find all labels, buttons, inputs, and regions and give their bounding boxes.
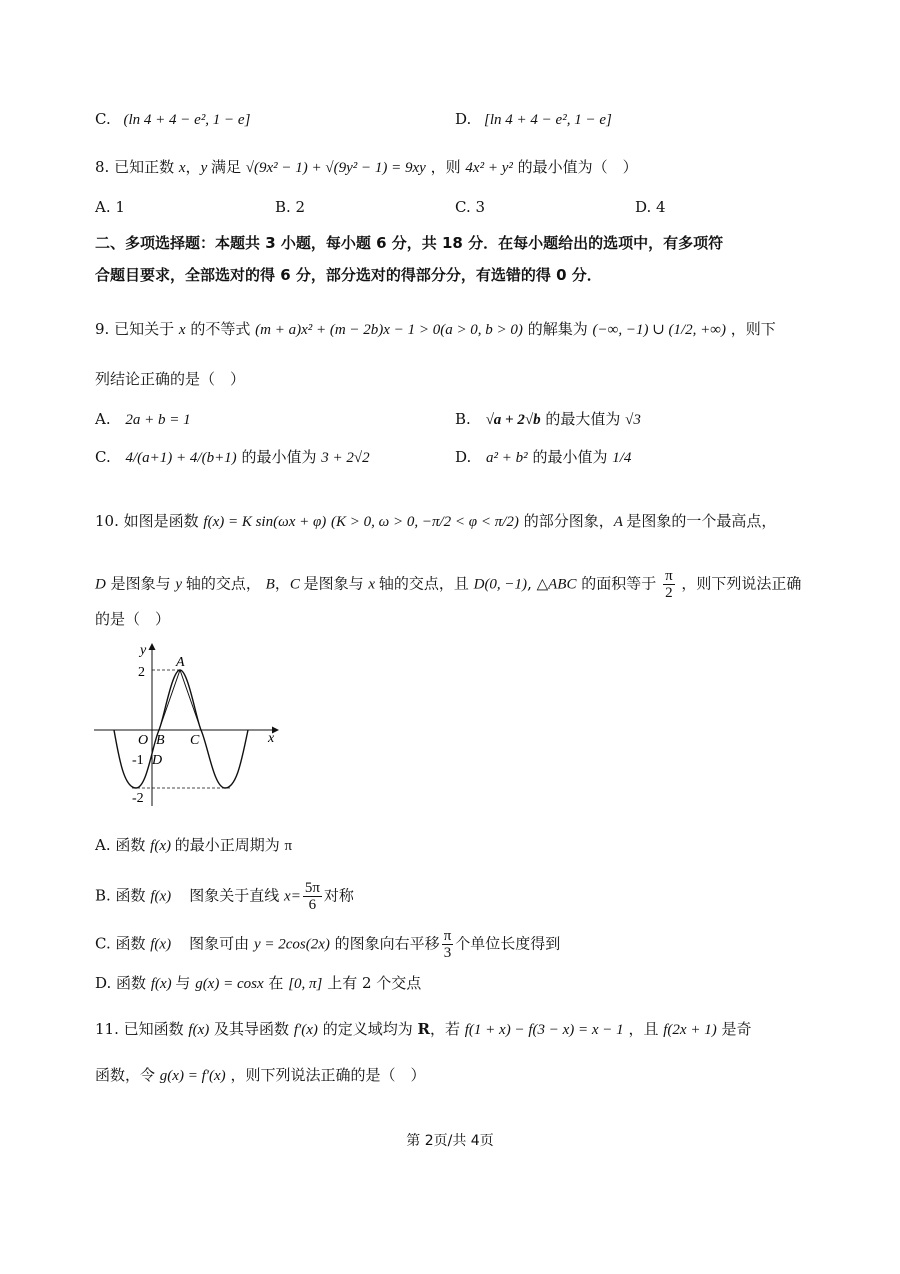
- graph-y-label: y: [140, 643, 147, 658]
- q8-equation: √(9x² − 1) + √(9y² − 1) = 9xy: [245, 160, 426, 176]
- graph-label-b: B: [156, 733, 165, 748]
- q8-option-c: C. 3: [455, 198, 486, 216]
- graph-tick-minus-2: -2: [132, 791, 144, 806]
- q11-stem-line-2: 函数，令 g(x) = f′(x) ，则下列说法正确的是（ ）: [95, 1066, 426, 1084]
- graph-x-label: x: [268, 731, 275, 746]
- q9-option-b: B. √a + 2√b 的最大值为 √3: [455, 410, 641, 428]
- q8-option-b: B. 2: [275, 198, 306, 216]
- q7-option-d: D. [ln 4 + 4 − e², 1 − e]: [455, 110, 612, 128]
- q9-option-d: D. a² + b² 的最小值为 1/4: [455, 448, 632, 466]
- graph-label-d: D: [152, 753, 163, 768]
- q10-option-a: A. 函数 f(x) 的最小正周期为 π: [95, 836, 293, 854]
- q10-option-b: B. 函数 f(x) 图象关于直线 x= $\frac{5\pi}{6}$ 对称: [95, 880, 354, 913]
- q10-sine-graph: [92, 640, 292, 810]
- q10-stem: 10. 如图是函数 f(x) = K sin(ωx + φ) (K > 0, ω > 0, −π/2 < φ < π/2) 的部分图象，A 是图象的一个最高点，: [95, 512, 777, 530]
- q10-function: f(x) = K sin(ωx + φ): [203, 514, 327, 530]
- q9-solution-set: (−∞, −1) ∪ (1/2, +∞): [592, 322, 726, 338]
- q10-option-d: D. 函数 f(x) 与 g(x) = cosx 在 [0, π] 上有 2 个交点: [95, 974, 422, 992]
- q7-option-d-expr: [ln 4 + 4 − e², 1 − e]: [484, 112, 612, 128]
- q7-option-c-expr: (ln 4 + 4 − e², 1 − e]: [123, 112, 251, 128]
- graph-label-c: C: [190, 733, 200, 748]
- q10-stem-line-2: D 是图象与 y 轴的交点， B，C 是图象与 x 轴的交点，且 D(0, −1), △ABC 的面积等于 $\frac{\pi}{2}$ ，则下列说法正确: [95, 568, 802, 601]
- q10-area-fraction: $\frac{\pi}{2}$: [665, 568, 673, 601]
- q10-option-b-fraction: $\frac{5\pi}{6}$: [304, 880, 320, 913]
- q10-stem-line-3: 的是（ ）: [95, 610, 171, 628]
- q10-option-c: C. 函数 f(x) 图象可由 y = 2cos(2x) 的图象向右平移 $\frac{\pi}{3}$ 个单位长度得到: [95, 928, 561, 961]
- q9-inequality: (m + a)x² + (m − 2b)x − 1 > 0(a > 0, b > 0): [255, 322, 523, 338]
- section-2-title-line-2: 合题目要求，全部选对的得 6 分，部分选对的得部分分，有选错的得 0 分．: [95, 266, 602, 284]
- sine-curve: [114, 670, 248, 788]
- q8-stem: 8. 已知正数 x，y 满足 √(9x² − 1) + √(9y² − 1) = 9xy ，则 4x² + y² 的最小值为（ ）: [95, 158, 638, 176]
- q7-option-c: C. (ln 4 + 4 − e², 1 − e]: [95, 110, 251, 128]
- section-2-title-line-1: 二、多项选择题：本题共 3 小题，每小题 6 分，共 18 分．在每小题给出的选项中，有多项符: [95, 234, 724, 252]
- q9-option-c: C. 4/(a+1) + 4/(b+1) 的最小值为 3 + 2√2: [95, 448, 370, 466]
- q9-stem: 9. 已知关于 x 的不等式 (m + a)x² + (m − 2b)x − 1 > 0(a > 0, b > 0) 的解集为 (−∞, −1) ∪ (1/2, +∞) ，则下: [95, 320, 776, 338]
- graph-tick-minus-1: -1: [132, 753, 144, 768]
- q8-target: 4x² + y²: [465, 160, 513, 176]
- graph-label-o: O: [138, 733, 149, 748]
- q9-option-a: A. 2a + b = 1: [95, 410, 191, 428]
- q8-option-a: A. 1: [95, 198, 125, 216]
- q8-option-d: D. 4: [635, 198, 666, 216]
- graph-tick-2: 2: [138, 665, 145, 680]
- graph-label-a: A: [176, 655, 185, 670]
- q10-option-c-fraction: $\frac{\pi}{3}$: [443, 928, 452, 961]
- q11-stem: 11. 已知函数 f(x) 及其导函数 f′(x) 的定义域均为 R，若 f(1 + x) − f(3 − x) = x − 1 ，且 f(2x + 1) 是奇: [95, 1020, 752, 1038]
- q9-stem-line-2: 列结论正确的是（ ）: [95, 370, 246, 388]
- page-number-footer: 第 2页/共 4页: [406, 1133, 494, 1149]
- q10-condition: (K > 0, ω > 0, −π/2 < φ < π/2): [331, 514, 519, 530]
